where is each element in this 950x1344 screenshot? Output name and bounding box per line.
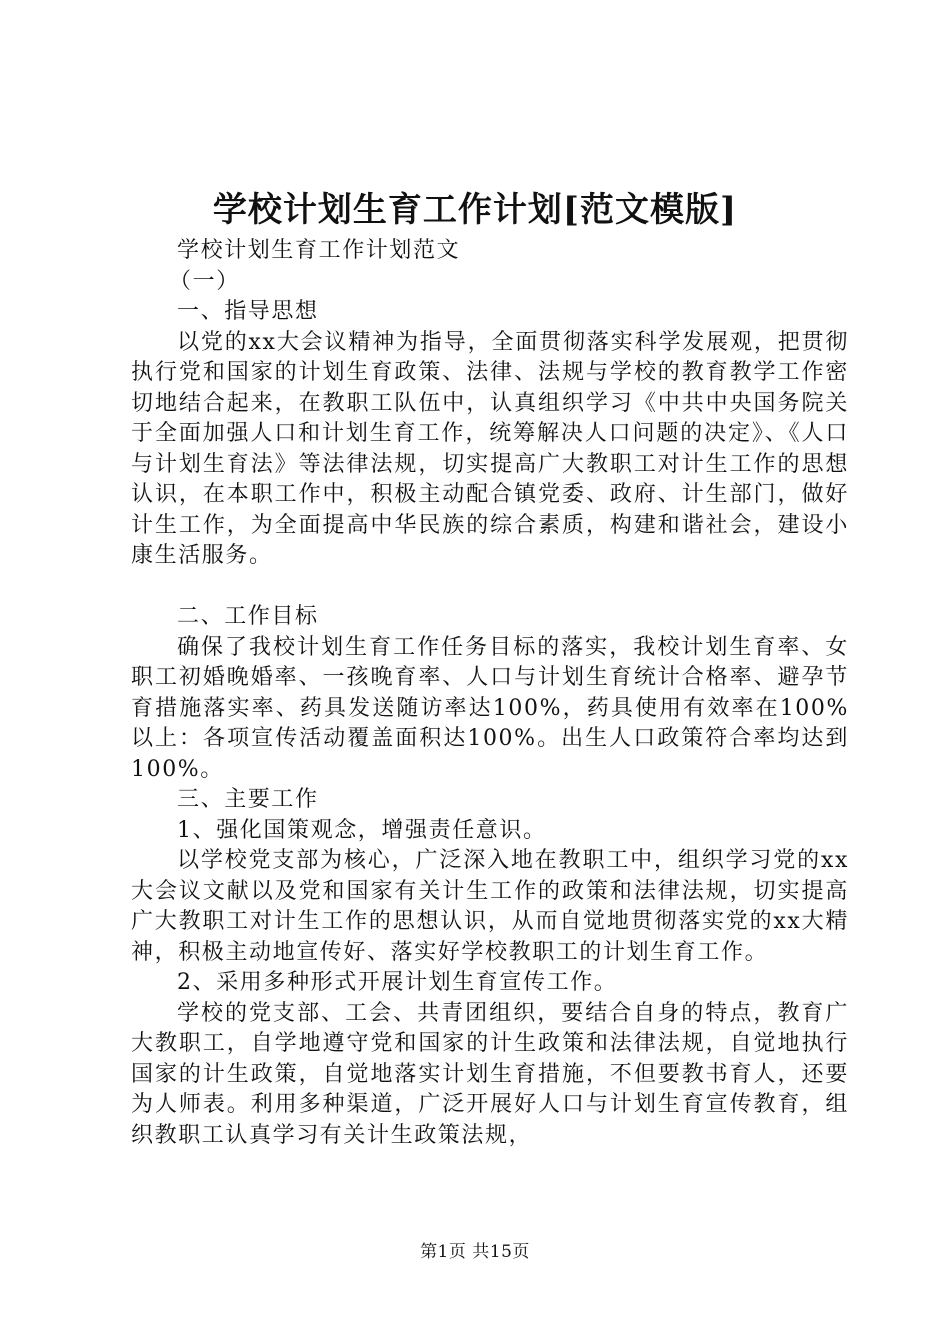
paragraph-work-goals: 确保了我校计划生育工作任务目标的落实，我校计划生育率、女职工初婚晚婚率、一孩晚育率、人口与计划生育统计合格率、避孕节育措施落实率、药具发送随访率达100%，药具使用有效率在100%以上：各项宣传活动覆盖面积达100%。出生人口政策符合率均达到100%。 (131, 634, 849, 782)
paragraph-subheading-2: 学校的党支部、工会、共青团组织，要结合自身的特点，教育广大教职工，自学地遵守党和国家的计生政策和法律法规，自觉地执行国家的计生政策，自觉地落实计划生育措施，不但要教书育人，还要为人师表。利用多种渠道，广泛开展好人口与计划生育宣传教育，组织教职工认真学习有关计生政策法规， (131, 1000, 849, 1148)
paragraph-subheading-1: 以学校党支部为核心，广泛深入地在教职工中，组织学习党的xx大会议文献以及党和国家有关计生工作的政策和法律法规，切实提高广大教职工对计生工作的思想认识，从而自觉地贯彻落实党的xx大精神，积极主动地宣传好、落实好学校教职工的计划生育工作。 (131, 848, 849, 965)
document-body (131, 236, 849, 1151)
paragraph-guiding-ideology: 以党的xx大会议精神为指导，全面贯彻落实科学发展观，把贯彻执行党和国家的计划生育政策、法律、法规与学校的教育教学工作密切地结合起来，在教职工队伍中，认真组织学习《中共中央国务院关于全面加强人口和计划生育工作，统筹解决人口问题的决定》、《人口与计划生育法》等法律法规，切实提高广大教职工对计生工作的思想认识，在本职工作中，积极主动配合镇党委、政府、计生部门，做好计生工作，为全面提高中华民族的综合素质，构建和谐社会，建设小康生活服务。 (131, 329, 849, 568)
document-title: 学校计划生育工作计划[范文模版] (212, 190, 738, 230)
section-heading-main-work: 三、主要工作 (177, 787, 319, 812)
page-number-footer: 第1页 共15页 (420, 1242, 530, 1262)
blank-line (131, 572, 849, 603)
section-number: （一） (169, 268, 240, 294)
subheading-1: 1、强化国策观念，增强责任意识。 (177, 817, 547, 843)
subheading-2: 2、采用多种形式开展计划生育宣传工作。 (177, 970, 618, 995)
section-heading-work-goals: 二、工作目标 (177, 604, 319, 629)
section-heading-guiding-ideology: 一、指导思想 (177, 299, 319, 324)
subtitle-paragraph: 学校计划生育工作计划范文 (177, 238, 461, 263)
